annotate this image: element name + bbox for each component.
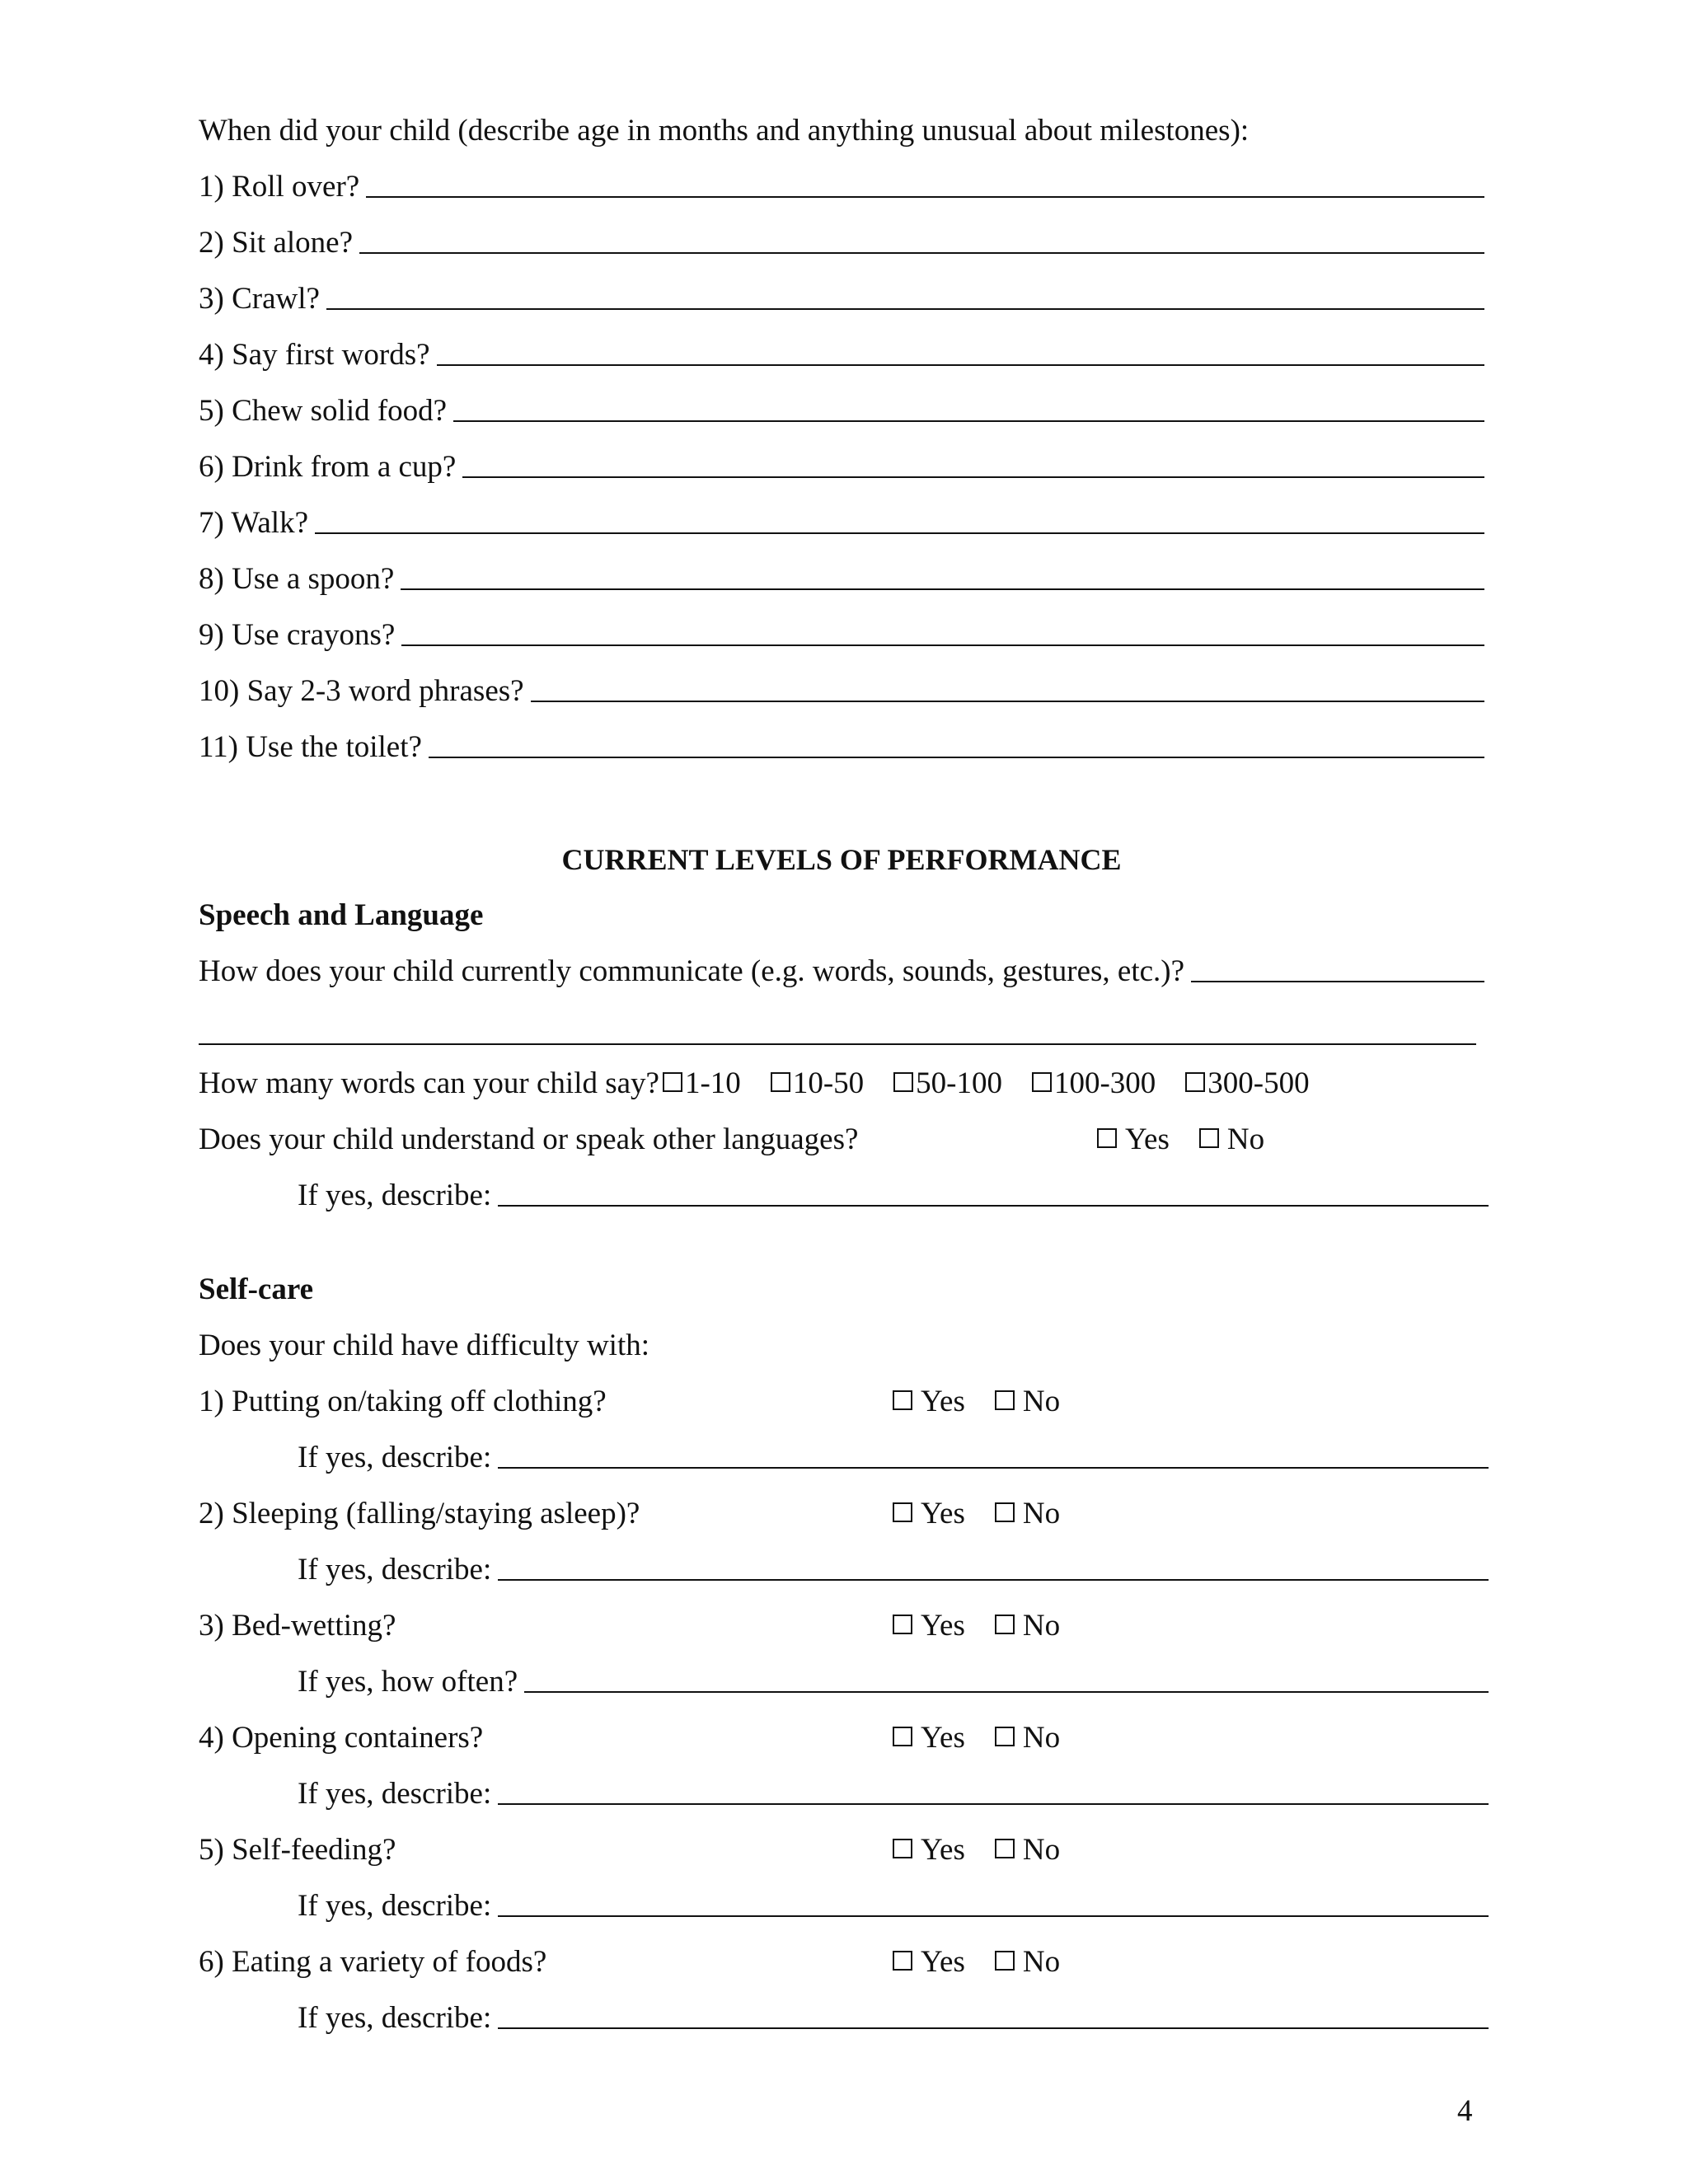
checkbox-icon[interactable] [893,1839,912,1858]
milestone-label: 4) Say first words? [199,338,430,372]
milestone-row [199,429,1484,485]
answer-line[interactable] [326,307,1484,310]
answer-line[interactable] [199,989,1476,1045]
checkbox-icon[interactable] [893,1502,912,1522]
yes-option[interactable] [893,1832,965,1868]
no-label: No [1022,1385,1061,1418]
selfcare-question: 6) Eating a variety of foods? [199,1945,547,1979]
no-option[interactable] [995,1944,1060,1980]
milestone-label: 3) Crawl? [199,282,320,316]
milestones-intro [199,92,1484,148]
describe-label: If yes, describe: [298,1553,492,1586]
checkbox-icon[interactable] [1097,1128,1117,1148]
selfcare-intro [199,1307,1484,1363]
yes-no-options [893,1944,1060,1980]
checkbox-icon[interactable] [995,1390,1015,1410]
answer-line[interactable] [1191,980,1484,982]
no-option[interactable] [995,1832,1060,1868]
spacer [199,1213,1484,1251]
selfcare-heading: Self-care [199,1272,314,1306]
no-label: No [1022,1721,1061,1755]
no-label: No [1022,1609,1061,1643]
yes-no-options [893,1832,1060,1868]
describe-row [199,1419,1489,1475]
yes-label: Yes [921,1385,965,1418]
answer-line[interactable] [453,419,1484,422]
yes-label: Yes [921,1833,965,1867]
no-label: No [1022,1833,1061,1867]
answer-line[interactable] [498,1204,1489,1207]
yes-no-options [893,1608,1060,1643]
milestone-row [199,653,1484,709]
checkbox-icon[interactable] [893,1951,912,1971]
yes-label: Yes [1125,1122,1170,1156]
yes-no-options [893,1384,1060,1419]
yes-option[interactable] [893,1608,965,1643]
yes-no-options [893,1496,1060,1531]
answer-line[interactable] [401,588,1484,590]
checkbox-icon[interactable] [663,1072,682,1092]
milestones-intro-text: When did your child (describe age in months and anything unusual about milestones): [199,114,1250,148]
checkbox-icon[interactable] [995,1615,1015,1634]
selfcare-question-row [199,1811,1484,1868]
yes-no-options [1097,1122,1264,1157]
word-count-option[interactable] [893,1066,1002,1101]
selfcare-question: 1) Putting on/taking off clothing? [199,1385,607,1418]
describe-label: If yes, describe: [298,1179,492,1212]
yes-option[interactable] [893,1944,965,1980]
answer-line[interactable] [359,251,1484,254]
milestone-row [199,316,1484,373]
yes-label: Yes [921,1609,965,1643]
word-count-option[interactable] [1032,1066,1156,1101]
yes-option[interactable] [893,1496,965,1531]
languages-row [199,1101,1484,1157]
describe-label: If yes, describe: [298,1889,492,1923]
checkbox-icon[interactable] [893,1072,913,1092]
speech-heading: Speech and Language [199,898,484,932]
answer-line[interactable] [462,476,1484,478]
selfcare-question: 5) Self-feeding? [199,1833,396,1867]
no-option[interactable] [1199,1122,1264,1157]
answer-line[interactable] [498,1915,1489,1917]
milestone-label: 7) Walk? [199,506,308,540]
milestone-row [199,597,1484,653]
form-content [199,92,1484,2036]
milestone-label: 1) Roll over? [199,170,360,204]
checkbox-icon[interactable] [995,1951,1015,1971]
selfcare-question-row [199,1587,1484,1643]
answer-line[interactable] [401,644,1484,646]
no-option[interactable] [995,1608,1060,1643]
option-label: 300-500 [1207,1066,1310,1100]
answer-line[interactable] [531,700,1484,702]
word-count-option[interactable] [771,1066,864,1101]
answer-line[interactable] [429,756,1484,758]
answer-line[interactable] [437,363,1484,366]
words-count-question: How many words can your child say? [199,1066,659,1100]
word-count-option[interactable] [663,1066,741,1101]
option-label: 100-300 [1053,1066,1156,1100]
checkbox-icon[interactable] [893,1727,912,1746]
describe-row [199,1157,1489,1213]
describe-row [199,1755,1489,1811]
no-label: No [1226,1122,1265,1156]
selfcare-intro-text: Does your child have difficulty with: [199,1329,650,1362]
yes-label: Yes [921,1497,965,1530]
answer-line[interactable] [524,1690,1489,1693]
checkbox-icon[interactable] [1185,1072,1205,1092]
answer-line[interactable] [498,1802,1489,1805]
communicate-row [199,933,1484,989]
yes-option[interactable] [893,1720,965,1755]
section-title: CURRENT LEVELS OF PERFORMANCE [561,843,1122,876]
checkbox-icon[interactable] [771,1072,790,1092]
selfcare-question: 2) Sleeping (falling/staying asleep)? [199,1497,640,1530]
selfcare-question-row [199,1924,1484,1980]
milestone-row [199,485,1484,541]
selfcare-question-row [199,1699,1484,1755]
checkbox-icon[interactable] [893,1615,912,1634]
milestone-row [199,148,1484,204]
describe-row [199,1531,1489,1587]
milestone-row [199,260,1484,316]
yes-label: Yes [921,1721,965,1755]
selfcare-question: 4) Opening containers? [199,1721,484,1755]
languages-question: Does your child understand or speak other languages? [199,1122,859,1156]
answer-line[interactable] [498,1578,1489,1581]
checkbox-icon[interactable] [995,1727,1015,1746]
checkbox-icon[interactable] [995,1502,1015,1522]
milestone-label: 8) Use a spoon? [199,562,395,596]
word-count-option[interactable] [1185,1066,1309,1101]
yes-label: Yes [921,1945,965,1979]
milestone-label: 10) Say 2-3 word phrases? [199,674,524,708]
milestone-row [199,204,1484,260]
answer-line[interactable] [315,532,1484,534]
words-count-row [199,1045,1484,1101]
describe-row [199,1868,1489,1924]
checkbox-icon[interactable] [1032,1072,1052,1092]
describe-label: If yes, describe: [298,1441,492,1474]
yes-option[interactable] [1097,1122,1170,1157]
milestone-label: 11) Use the toilet? [199,730,422,764]
milestone-row [199,541,1484,597]
selfcare-question-row [199,1475,1484,1531]
checkbox-icon[interactable] [995,1839,1015,1858]
describe-label: If yes, describe: [298,1777,492,1811]
describe-row [199,1980,1489,2036]
describe-label: If yes, describe: [298,2001,492,2035]
answer-line[interactable] [498,2027,1489,2029]
spacer [199,765,1484,821]
milestone-label: 5) Chew solid food? [199,394,448,428]
yes-no-options [893,1720,1060,1755]
yes-option[interactable] [893,1384,965,1419]
option-label: 1-10 [684,1066,741,1100]
selfcare-question: 3) Bed-wetting? [199,1609,396,1643]
describe-row [199,1643,1489,1699]
option-label: 50-100 [916,1066,1002,1100]
milestone-label: 9) Use crayons? [199,618,396,652]
selfcare-question-row [199,1363,1484,1419]
no-option[interactable] [995,1384,1060,1419]
page-number: 4 [1457,2094,1473,2128]
no-option[interactable] [995,1496,1060,1531]
no-label: No [1022,1497,1061,1530]
milestone-label: 2) Sit alone? [199,226,354,260]
answer-line[interactable] [498,1466,1489,1469]
no-option[interactable] [995,1720,1060,1755]
milestone-label: 6) Drink from a cup? [199,450,457,484]
option-label: 10-50 [792,1066,865,1100]
checkbox-icon[interactable] [1199,1128,1219,1148]
checkbox-icon[interactable] [893,1390,912,1410]
answer-line[interactable] [366,195,1484,198]
no-label: No [1022,1945,1061,1979]
describe-label: If yes, how often? [298,1665,518,1699]
milestone-row [199,709,1484,765]
milestone-row [199,373,1484,429]
word-count-options [663,1066,1310,1101]
communicate-question: How does your child currently communicate (e.g. words, sounds, gestures, etc.)? [199,954,1185,988]
